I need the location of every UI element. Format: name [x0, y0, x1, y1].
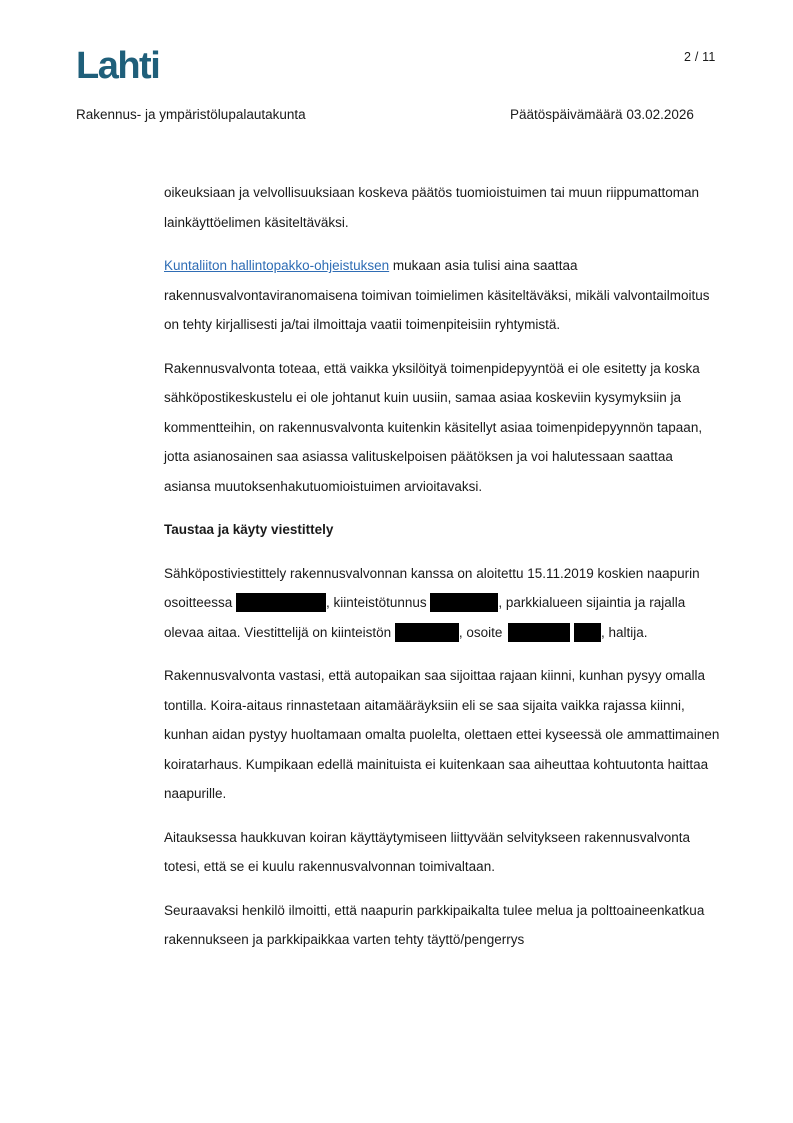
paragraph-7: Seuraavaksi henkilö ilmoitti, että naapurin parkkipaikalta tulee melua ja polttoaineenkatkua rakennukseen ja parkkipaikkaa varten tehty täyttö/pengerrys: [164, 902, 705, 947]
logo-text: Lahti: [76, 46, 160, 82]
guideline-link[interactable]: Kuntaliiton hallintopakko-ohjeistuksen: [164, 258, 390, 273]
section-heading: Taustaa ja käyty viestittely: [164, 522, 334, 537]
decision-date: Päätöspäivämäärä 03.02.2026: [510, 107, 694, 122]
redaction-box: [508, 623, 570, 642]
paragraph-4-part-e: , haltija.: [600, 624, 648, 640]
document-body: [164, 178, 720, 969]
paragraph-2: [164, 251, 720, 340]
paragraph-3: Rakennusvalvonta toteaa, että vaikka yksilöityä toimenpidepyyntöä ei ole esitetty ja koska sähköpostikeskustelu ei ole johtanut kuin uusiin, samaa asiaa koskeviin kysymyksiin ja kommentteihin, on rakennusvalvonta kuitenkin käsitellyt asiaa toimenpidepyynnön tapaan, jotta asianosainen saa asiassa valituskelpoisen päätöksen ja voi halutessaan saattaa asiansa muutoksenhakutuomioistuimen arvioitavaksi.: [164, 360, 703, 494]
paragraph-4-part-a: Sähköpostiviestittely rakennusvalvonnan kanssa on aloitettu 15.11.2019 koskien naapurin osoitteessa: [164, 565, 700, 610]
organization-name: Rakennus- ja ympäristölupalautakunta: [76, 107, 306, 122]
paragraph-6: Aitauksessa haukkuvan koiran käyttäytymiseen liittyvään selvitykseen rakennusvalvonta totesi, että se ei kuulu rakennusvalvonnan toimivaltaan.: [164, 829, 691, 874]
paragraph-4-part-d: , osoite: [458, 624, 507, 640]
paragraph-4-part-c: , parkkialueen sijaintia ja rajalla olevaa aitaa. Viestittelijä on kiinteistön: [164, 595, 686, 640]
redaction-box: [430, 593, 498, 612]
paragraph-2-text: mukaan asia tulisi aina saattaa rakennusvalvontaviranomaisena toimivan toimielimen käsiteltäväksi, mikäli valvontailmoitus on tehty kirjallisesti ja/tai ilmoittaja vaatii toimenpiteisiin ryhtymistä.: [164, 258, 710, 332]
redaction-box: [236, 593, 326, 612]
paragraph-4-part-b: , kiinteistötunnus: [326, 595, 431, 610]
paragraph-5: Rakennusvalvonta vastasi, että autopaikan saa sijoittaa rajaan kiinni, kunhan pysyy omalla tontilla. Koira-aitaus rinnastetaan aitamääräyksiin eli se saa sijaita vaikka rajassa kiinni, kunhan aidan pystyy huoltamaan omalta puolelta, olettaen ettei kyseessä ole ammattimainen koiratarhaus. Kumpikaan edellä mainituista ei kuitenkaan saa aiheuttaa kohtuutonta haittaa naapurille.: [164, 668, 720, 801]
redaction-box: [395, 623, 459, 642]
paragraph-1: oikeuksiaan ja velvollisuuksiaan koskeva päätös tuomioistuimen tai muun riippumattoman lainkäyttöelimen käsiteltäväksi.: [164, 185, 700, 230]
redaction-box: [574, 623, 601, 642]
page-number: 2 / 11: [684, 50, 716, 64]
lahti-logo: [76, 46, 168, 82]
paragraph-4: [164, 559, 720, 648]
